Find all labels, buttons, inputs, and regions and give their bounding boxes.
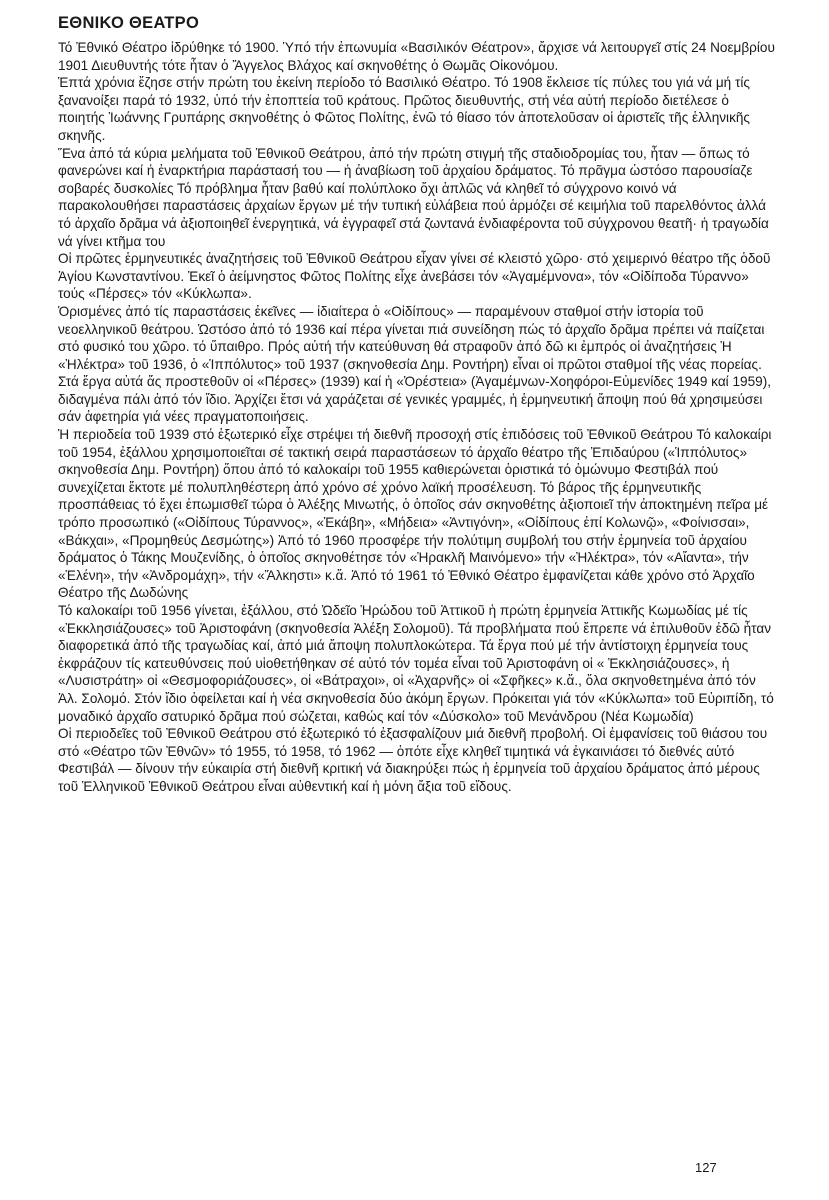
paragraph: Τό Ἐθνικό Θέατρο ἱδρύθηκε τό 1900. Ὑπό τήν ἐπωνυμία «Βασιλικόν Θέατρον», ἄρχισε νά λειτουργεῖ στίς 24 Νοεμβρίου 1901 Διευθυντής τότε ἦταν ὁ Ἄγγελος Βλάχος καί σκηνοθέτης ὁ Θωμᾶς Οἰκονόμου. [58,40,775,73]
paragraph: Τό καλοκαίρι τοῦ 1956 γίνεται, ἐξάλλου, στό Ὠδεῖο Ἡρώδου τοῦ Ἀττικοῦ ἡ πρώτη ἑρμηνεία Ἀττικῆς Κωμωδίας μέ τίς «Ἐκκλησιάζουσες» τοῦ Ἀριστοφάνη (σκηνοθεσία Ἀλέξη Σολομοῦ). Τά προβλήματα πού ἔπρεπε νά ἐπιλυθοῦν ἐδῶ ἦταν διαφορετικά ἀπό τῆς τραγωδίας καί, ἀπό μιά ἄποψη πολυπλοκώτερα. Τά ἔργα πού μέ τήν ἀντίστοιχη ἑρμηνεία τους ἐκφράζουν τίς κατευθύνσεις πού υἱοθετήθηκαν σέ αὐτό τόν τομέα εἶναι τοῦ Ἀριστοφάνη οἱ « Ἐκκλησιάζουσες», ἡ «Λυσιστράτη» οἱ «Θεσμοφοριάζουσες», οἱ «Βάτραχοι», οἱ «Ἀχαρνῆς» οἱ «Σφῆκες» κ.ἄ., ὅλα σκηνοθετημένα ἀπό τόν Ἀλ. Σολομό. Στόν ἴδιο ὀφείλεται καί ἡ νέα σκηνοθεσία δύο ἀκόμη ἔργων. Πρόκειται γιά τόν «Κύκλωπα» τοῦ Εὐριπίδη, τό μοναδικό ἀρχαῖο σατυρικό δρᾶμα πού σώζεται, καθώς καί τόν «Δύσκολο» τοῦ Μενάνδρου (Νέα Κωμωδία) [58,603,774,724]
document-page [58,14,778,796]
paragraph: Ἕνα ἀπό τά κύρια μελήματα τοῦ Ἐθνικοῦ Θεάτρου, ἀπό τήν πρώτη στιγμή τῆς σταδιοδρομίας του, ἦταν — ὅπως τό φανερώνει καί ἡ ἐναρκτήρια παράστασή του — ἡ ἀναβίωση τοῦ ἀρχαίου δράματος. Τό πρᾶγμα ὡστόσο παρουσίαζε σοβαρές δυσκολίες Τό πρόβλημα ἦταν βαθύ καί πολύπλοκο ὄχι ἁπλῶς νά κληθεῖ τό σύγχρονο κοινό νά παρακολουθήσει παραστάσεις ἀρχαίων ἔργων μέ τήν τυπική εὐλάβεια πού ἁρμόζει σέ κειμήλια τοῦ παρελθόντος ἀλλά τό ἀρχαῖο δρᾶμα νά ἀξιοποιηθεῖ ἐνεργητικά, νά ἐγγραφεῖ στά ζωντανά ἐνδιαφέροντα τοῦ σύγχρονου θεατῆ· ἡ τραγωδία νά γίνει κτῆμα του [58,145,769,249]
paragraph: Οἱ πρῶτες ἑρμηνευτικές ἀναζητήσεις τοῦ Ἐθνικοῦ Θεάτρου εἶχαν γίνει σέ κλειστό χῶρο· στό χειμερινό θέατρο τῆς ὁδοῦ Ἁγίου Κωνσταντίνου. Ἐκεῖ ὁ ἀείμνηστος Φῶτος Πολίτης εἶχε ἀνεβάσει τόν «Ἀγαμέμνονα», τόν «Οἰδίποδα Τύραννο» τούς «Πέρσες» τόν «Κύκλωπα». [58,251,771,302]
paragraph: Οἱ περιοδεῖες τοῦ Ἐθνικοῦ Θεάτρου στό ἐξωτερικό τό ἐξασφαλίζουν μιά διεθνῆ προβολή. Οἱ ἐμφανίσεις τοῦ θιάσου του στό «Θέατρο τῶν Ἐθνῶν» τό 1955, τό 1958, τό 1962 — ὁπότε εἶχε κληθεῖ τιμητικά νά ἐγκαινιάσει τό διεθνές αὐτό Φεστιβάλ — δίνουν τήν εὐκαιρία στή διεθνῆ κριτική νά διακηρύξει πώς ἡ ἑρμηνεία τοῦ ἀρχαίου δράματος ἀπό μέρους τοῦ Ἑλληνικοῦ Ἐθνικοῦ Θεάτρου εἶναι αὐθεντική καί ἡ μόνη ἄξια τοῦ εἴδους. [58,726,768,794]
paragraph: Ἑπτά χρόνια ἔζησε στήν πρώτη του ἐκείνη περίοδο τό Βασιλικό Θέατρο. Τό 1908 ἔκλεισε τίς πύλες του γιά νά μή τίς ξανανοίξει παρά τό 1932, ὑπό τήν ἐποπτεία τοῦ κράτους. Πρῶτος διευθυντής, στή νέα αὐτή περίοδο διετέλεσε ὁ ποιητής Ἰωάννης Γρυπάρης σκηνοθέτης ὁ Φῶτος Πολίτης, ἐνῶ τό θίασο τόν ἀποτελοῦσαν οἱ ἀριστεῖς τῆς ἑλληνικῆς σκηνῆς. [58,75,750,143]
paragraph: Ὁρισμένες ἀπό τίς παραστάσεις ἐκεῖνες — ἰδιαίτερα ὁ «Οἰδίπους» — παραμένουν σταθμοί στήν ἱστορία τοῦ νεοελληνικοῦ θεάτρου. Ὡστόσο ἀπό τό 1936 καί πέρα γίνεται πιά συνείδηση πώς τό ἀρχαῖο δρᾶμα πρέπει νά παίζεται στό φυσικό του χῶρο. τό ὕπαιθρο. Πρός αὐτή τήν κατεύθυνση θά στραφοῦν ἀπό δῶ κι ἐμπρός οἱ ἀναζητήσεις Ἡ «Ἠλέκτρα» τοῦ 1936, ὁ «Ἱππόλυτος» τοῦ 1937 (σκηνοθεσία Δημ. Ροντήρη) εἶναι οἱ πρῶτοι σταθμοί τῆς νέας πορείας. Στά ἔργα αὐτά ἄς προστεθοῦν οἱ «Πέρσες» (1939) καί ἡ «Ὀρέστεια» (Ἀγαμέμνων-Χοηφόροι-Εὐμενίδες 1949 καί 1959), διδαγμένα πάλι ἀπό τόν ἴδιο. Ἀρχίζει ἔτσι νά χαράζεται σέ γενικές γραμμές, ἡ ἑρμηνευτική ἄποψη πού θά χρησιμεύσει σάν ἀφετηρία γιά νέες πραγματοποιήσεις. [58,303,772,425]
page-number: 127 [695,1160,717,1175]
page-title: ΕΘΝΙΚΟ ΘΕΑΤΡΟ [58,14,200,32]
paragraph: Ἡ περιοδεία τοῦ 1939 στό ἐξωτερικό εἶχε στρέψει τή διεθνῆ προσοχή στίς ἐπιδόσεις τοῦ Ἐθνικοῦ Θεάτρου Τό καλοκαίρι τοῦ 1954, ἐξάλλου χρησιμοποιεῖται σέ τακτική σειρά παραστάσεων τό ἀρχαῖο θέατρο τῆς Ἐπιδαύρου («Ἱππόλυτος» σκηνοθεσία Δημ. Ροντήρη) ὅπου ἀπό τό καλοκαίρι τοῦ 1955 καθιερώνεται ὁριστικά τό ὁμώνυμο Φεστιβάλ πού συνεχίζεται ἔκτοτε μέ πολυπληθέστερη ἀπό χρόνο σέ χρόνο λαϊκή προσέλευση. Τό βάρος τῆς ἑρμηνευτικῆς προσπάθειας τό ἔχει ἐπωμισθεῖ τώρα ὁ Ἀλέξης Μινωτής, ὁ ὁποῖος σάν σκηνοθέτης ἀξιοποιεῖ τήν ἀποκτημένη πεῖρα μέ τρόπο προσωπικό («Οἰδίπους Τύραννος», «Ἑκάβη», «Μήδεια» «Ἀντιγόνη», «Οἰδίπους ἐπί Κολωνῷ», «Φοίνισσαι», «Βάκχαι», «Προμηθεύς Δεσμώτης») Ἀπό τό 1960 προσφέρε τήν πολύτιμη συμβολή του στήν ἑρμηνεία τοῦ ἀρχαίου δράματος ὁ Τάκης Μουζενίδης, ὁ ὁποῖος σκηνοθέτησε τόν «Ἡρακλῆ Μαινόμενο» τήν «Ἠλέκτρα», τόν «Αἴαντα», τήν «Ἑλένη», τήν «Ἀνδρομάχη», τήν «Ἄλκηστι» κ.ἄ. Ἀπό τό 1961 τό Ἐθνικό Θέατρο ἐμφανίζεται κάθε χρόνο στό Ἀρχαῖο Θέατρο τῆς Δωδώνης [58,427,772,601]
